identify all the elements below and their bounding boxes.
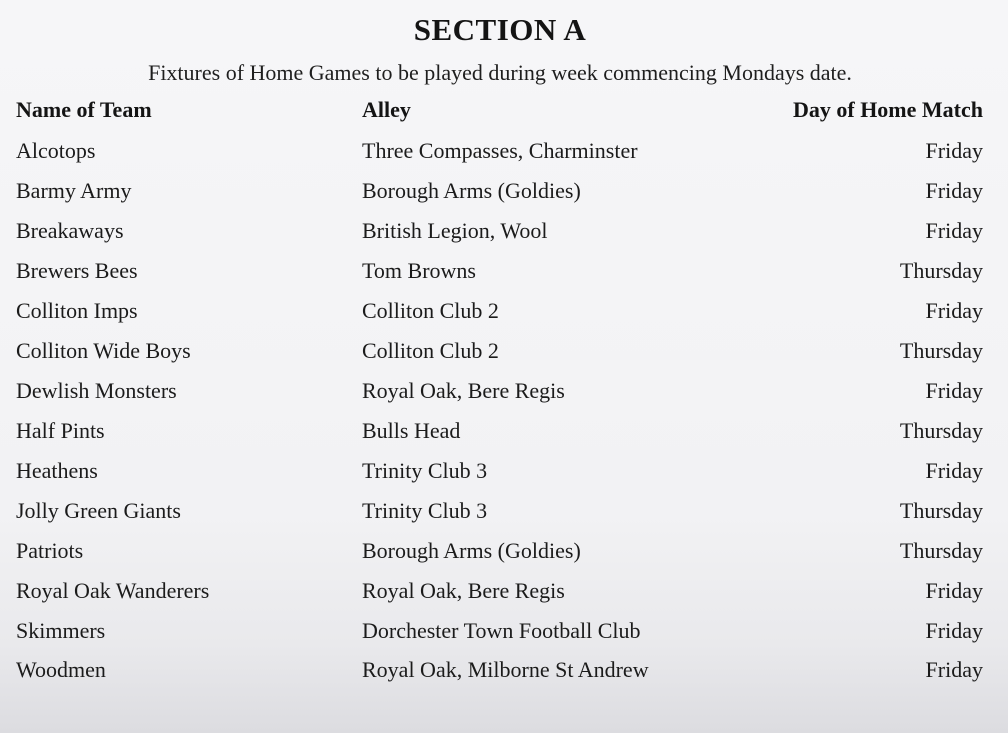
table-row (0, 298, 1008, 330)
team-name: Half Pints (16, 418, 105, 443)
table-row (0, 378, 1008, 410)
match-day: Thursday (899, 258, 983, 283)
match-day: Thursday (899, 338, 983, 363)
team-name: Barmy Army (16, 178, 132, 203)
match-day: Friday (925, 298, 983, 323)
team-name: Colliton Wide Boys (16, 338, 191, 363)
alley-name: Royal Oak, Milborne St Andrew (362, 657, 649, 682)
team-name: Skimmers (16, 618, 106, 643)
table-row (0, 657, 1008, 689)
table-row (0, 578, 1008, 610)
match-day: Friday (925, 578, 983, 603)
table-row (0, 178, 1008, 210)
team-name: Dewlish Monsters (16, 378, 177, 403)
match-day: Friday (925, 657, 983, 682)
alley-name: Royal Oak, Bere Regis (362, 378, 565, 403)
alley-name: British Legion, Wool (362, 218, 548, 243)
alley-name: Trinity Club 3 (362, 498, 488, 523)
team-name: Brewers Bees (16, 258, 138, 283)
match-day: Thursday (899, 538, 983, 563)
team-name: Patriots (16, 538, 84, 563)
table-row (0, 338, 1008, 370)
table-row (0, 458, 1008, 490)
alley-name: Colliton Club 2 (362, 298, 499, 323)
alley-name: Three Compasses, Charminster (362, 138, 638, 163)
alley-name: Borough Arms (Goldies) (362, 178, 581, 203)
alley-name: Dorchester Town Football Club (362, 618, 641, 643)
alley-name: Tom Browns (362, 258, 476, 283)
match-day: Friday (925, 218, 983, 243)
team-name: Colliton Imps (16, 298, 138, 323)
header-alley: Alley (362, 97, 411, 122)
team-name: Alcotops (16, 138, 96, 163)
header-team: Name of Team (16, 97, 152, 122)
match-day: Friday (925, 378, 983, 403)
table-row (0, 138, 1008, 170)
alley-name: Bulls Head (362, 418, 461, 443)
table-row (0, 418, 1008, 450)
section-title: SECTION A (413, 12, 587, 47)
table-row (0, 258, 1008, 290)
team-name: Royal Oak Wanderers (16, 578, 210, 603)
team-name: Heathens (16, 458, 98, 483)
team-name: Breakaways (16, 218, 124, 243)
table-row (0, 538, 1008, 570)
table-row (0, 218, 1008, 250)
match-day: Friday (925, 618, 983, 643)
match-day: Thursday (899, 498, 983, 523)
alley-name: Colliton Club 2 (362, 338, 499, 363)
team-name: Jolly Green Giants (16, 498, 181, 523)
match-day: Friday (925, 138, 983, 163)
team-name: Woodmen (16, 657, 106, 682)
match-day: Thursday (899, 418, 983, 443)
alley-name: Royal Oak, Bere Regis (362, 578, 565, 603)
alley-name: Borough Arms (Goldies) (362, 538, 581, 563)
header-day: Day of Home Match (792, 97, 983, 122)
fixtures-subtitle: Fixtures of Home Games to be played during week commencing Mondays date. (148, 60, 852, 85)
table-row (0, 618, 1008, 650)
match-day: Friday (925, 458, 983, 483)
table-row (0, 498, 1008, 530)
match-day: Friday (925, 178, 983, 203)
alley-name: Trinity Club 3 (362, 458, 488, 483)
